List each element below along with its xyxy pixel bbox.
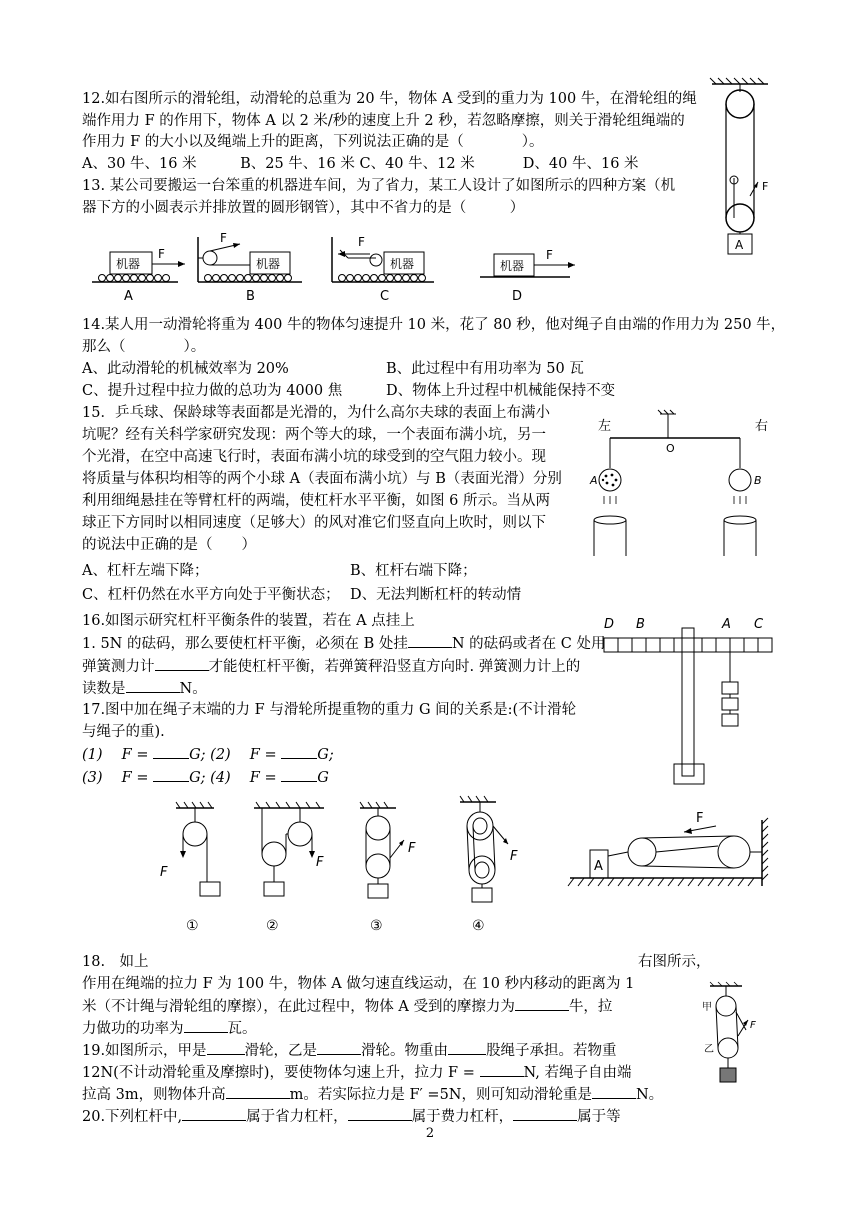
q16-blank-c[interactable]: [155, 655, 209, 671]
q16-blank-b[interactable]: [408, 632, 452, 648]
q19-line2: [82, 1061, 631, 1084]
q19-line2-a: 12N(不计动滑轮重及摩擦时)，要使物体匀速上升，拉力 F =: [82, 1065, 480, 1081]
q16-line3-a: 弹簧测力计: [82, 659, 155, 675]
q19-line1-c: 滑轮。物重由: [361, 1043, 449, 1059]
q13-figure: [90, 232, 590, 307]
q13-machine-c: 机器: [390, 257, 415, 271]
q16-line4-a: 读数是: [82, 681, 126, 697]
q20-blank-equal[interactable]: [513, 1105, 577, 1121]
q16-line3-b: 才能使杠杆平衡，若弹簧秤沿竖直方向时. 弹簧测力计上的: [208, 659, 581, 675]
q17-r2c: G: [317, 770, 329, 786]
q15-line5: 利用细绳悬挂在等臂杠杆的两端，使杠杆水平平衡，如图 6 所示。当从两: [82, 493, 550, 509]
q14-option-d: D、物体上升过程中机械能保持不变: [386, 383, 616, 399]
q17-num-4: ④: [472, 918, 485, 934]
q12-fig-F-label: F: [762, 180, 769, 193]
q13-machine-d: 机器: [500, 259, 525, 273]
q13-option-b-figure: [198, 231, 302, 304]
q17-num-3: ③: [370, 918, 383, 934]
q13-machine-b: 机器: [256, 257, 281, 271]
q16-fig-D: D: [604, 617, 615, 632]
page-number: 2: [425, 1126, 435, 1141]
q17-blank-1[interactable]: [153, 743, 189, 759]
q13-label-d: D: [512, 289, 523, 304]
q18-line4-a: 力做功的功率为: [82, 1021, 184, 1037]
q18-fig-A: A: [594, 859, 603, 874]
q15-option-b: B、杠杆右端下降；: [350, 563, 477, 579]
q15-line2: 坑呢？经有关科学家研究发现：两个等大的球，一个表面布满小坑，另一: [82, 427, 546, 443]
q17-fig2-F: F: [316, 855, 324, 870]
q18-pulley-figure: [566, 796, 776, 896]
q14-line2: 那么（ ）。: [82, 339, 206, 355]
q20-line1: [82, 1105, 621, 1128]
q13-machine-a: 机器: [116, 257, 141, 271]
q13-option-c-figure: [332, 235, 434, 304]
q20-line1-c: 属于费力杠杆，: [411, 1109, 514, 1125]
q15-line4: 将质量与体积均相等的两个小球 A（表面布满小坑）与 B（表面光滑）分别: [82, 471, 562, 487]
q17-blank-3[interactable]: [153, 766, 189, 782]
q19-line3-a: 拉高 3m，则物体升高: [82, 1087, 226, 1103]
q15-option-d: D、无法判断杠杆的转动情: [350, 587, 522, 603]
q18-blank-friction[interactable]: [515, 995, 569, 1011]
q14-option-a: A、此动滑轮的机械效率为 20%: [82, 361, 289, 377]
q19-line3: [82, 1083, 663, 1106]
q16-line4-b: N。: [179, 681, 207, 697]
q18-line4-b: 瓦。: [227, 1021, 257, 1037]
q16-fig-C: C: [754, 617, 764, 632]
q18-line1-a: 18. 如上: [82, 954, 149, 970]
q19-blank-jia[interactable]: [207, 1039, 245, 1055]
q17-num-2: ②: [266, 918, 279, 934]
q16-lever-figure: [598, 612, 778, 792]
q17-row2: [82, 766, 329, 789]
q16-line2-a: 1. 5N 的砝码，那么要使杠杆平衡，必须在 B 处挂: [82, 636, 408, 652]
q19-blank-yi[interactable]: [317, 1039, 361, 1055]
q19-line3-c: N。: [635, 1087, 664, 1103]
q19-pulley-figure: [690, 982, 780, 1092]
q17-r1b: G; (2) F =: [189, 747, 282, 763]
q13-F-d: F: [546, 248, 553, 262]
q17-line1: 17.图中加在绳子末端的力 F 与滑轮所提重物的重力 G 间的关系是:(不计滑轮: [82, 702, 577, 718]
q16-line2: [82, 632, 605, 655]
q17-r1c: G;: [317, 747, 334, 763]
q15-lever-figure: [590, 408, 790, 558]
q20-line1-a: 20.下列杠杆中,: [82, 1109, 183, 1125]
q13-F-b: F: [220, 231, 227, 245]
q18-line4: [82, 1017, 257, 1040]
q15-fig-left: 左: [598, 419, 612, 434]
q17-blank-4[interactable]: [281, 766, 317, 782]
q16-line1: 16.如图示研究杠杆平衡条件的装置，若在 A 点挂上: [82, 613, 415, 629]
q19-line3-b: m。若实际拉力是 F′ =5N，则可知动滑轮重是: [289, 1087, 592, 1103]
q18-blank-power[interactable]: [184, 1017, 228, 1033]
q19-blank-height[interactable]: [226, 1083, 290, 1099]
q19-line1: [82, 1039, 617, 1062]
q18-line2: 作用在绳端的拉力 F 为 100 牛，物体 A 做匀速直线运动，在 10 秒内移动的距离为 1: [82, 976, 635, 992]
q16-blank-reading[interactable]: [126, 677, 180, 693]
q12-options: A、30 牛、16 米 B、25 牛、16 米 C、40 牛、12 米 D、40 牛、16 米: [82, 156, 639, 172]
q16-fig-B: B: [636, 617, 645, 632]
q18-line3-b: 牛，拉: [568, 999, 613, 1015]
q12-line3: 作用力 F 的大小以及绳端上升的距离，下列说法正确的是（ ）。: [82, 134, 544, 150]
q13-line2: 器下方的小圆表示并排放置的圆形钢管），其中不省力的是（ ）: [82, 200, 525, 216]
q19-fig-F: F: [750, 1020, 756, 1031]
q17-row1: [82, 743, 334, 766]
q17-line2: 与绳子的重).: [82, 724, 165, 740]
q20-blank-costly[interactable]: [348, 1105, 412, 1121]
q20-line1-b: 属于省力杠杆，: [246, 1109, 348, 1125]
q17-num-1: ①: [186, 918, 199, 934]
q15-option-c: C、杠杆仍然在水平方向处于平衡状态；: [82, 587, 340, 603]
q17-fig4-F: F: [510, 849, 518, 864]
q13-option-a-figure: [92, 247, 185, 304]
q19-fig-yi: 乙: [704, 1044, 714, 1055]
q15-line3: 个光滑，在空中高速飞行时，表面布满小坑的球受到的空气阻力较小。现: [82, 449, 546, 465]
q12-fig-A-label: A: [735, 238, 744, 252]
q15-fig-A: A: [590, 474, 598, 487]
q18-line3-a: 米（不计绳与滑轮组的摩擦），在此过程中，物体 A 受到的摩擦力为: [82, 999, 515, 1015]
q13-label-c: C: [380, 289, 390, 304]
q15-option-a: A、杠杆左端下降；: [82, 563, 209, 579]
q12-line1: 12.如右图所示的滑轮组，动滑轮的总重为 20 牛，物体 A 受到的重力为 100 牛，在滑轮组的绳: [82, 91, 697, 107]
q17-r2a: (3) F =: [82, 770, 154, 786]
q17-fig3-F: F: [408, 841, 416, 856]
q19-line1-b: 滑轮，乙是: [244, 1043, 318, 1059]
q19-blank-pulley-weight[interactable]: [592, 1083, 636, 1099]
q20-blank-saving[interactable]: [182, 1105, 246, 1121]
q15-line1: 15．乒乓球、保龄球等表面都是光滑的，为什么高尔夫球的表面上布满小: [82, 405, 550, 421]
q15-line6: 球正下方同时以相同速度（足够大）的风对准它们竖直向上吹时，则以下: [82, 515, 546, 531]
q12-pulley-figure: [700, 78, 780, 258]
q18-line1-b: 右图所示，: [638, 954, 711, 970]
q19-blank-force[interactable]: [480, 1061, 524, 1077]
q13-line1: 13. 某公司要搬运一台笨重的机器进车间，为了省力，某工人设计了如图所示的四种方案（机: [82, 178, 676, 194]
q17-r1a: (1) F =: [82, 747, 154, 763]
q17-blank-2[interactable]: [281, 743, 317, 759]
q18-line3: [82, 995, 612, 1018]
q19-line1-a: 19.如图所示，甲是: [82, 1043, 207, 1059]
q14-option-c: C、提升过程中拉力做的总功为 4000 焦: [82, 383, 343, 399]
q19-line2-b: N, 若绳子自由端: [523, 1065, 632, 1081]
q14-option-b: B、此过程中有用功率为 50 瓦: [386, 361, 584, 377]
q19-fig-jia: 甲: [702, 1002, 712, 1013]
q17-pulley-figures: [150, 796, 550, 936]
q19-blank-strands[interactable]: [448, 1039, 486, 1055]
q17-fig1-F: F: [160, 865, 168, 880]
q13-F-c: F: [358, 235, 365, 249]
q15-fig-B: B: [754, 474, 762, 487]
q16-line4: [82, 677, 207, 700]
q12-line2: 端作用力 F 的作用下，物体 A 以 2 米/秒的速度上升 2 秒，若忽略摩擦，则关于滑轮组绳端的: [82, 113, 685, 129]
q13-label-a: A: [124, 289, 133, 304]
q13-option-d-figure: [480, 248, 575, 304]
q16-fig-A: A: [722, 617, 731, 632]
q17-r2b: G; (4) F =: [189, 770, 282, 786]
q16-line2-b: N 的砝码或者在 C 处用: [451, 636, 606, 652]
q19-line1-d: 股绳子承担。若物重: [486, 1043, 617, 1059]
q15-line7: 的说法中正确的是（ ）: [82, 537, 256, 553]
q18-fig-F: F: [696, 811, 704, 826]
q16-line3: [82, 655, 580, 678]
q15-fig-O: O: [666, 442, 675, 455]
q14-line1: 14.某人用一动滑轮将重为 400 牛的物体匀速提升 10 米，花了 80 秒，他对绳子自由端的作用力为 250 牛，: [82, 317, 786, 333]
q20-line1-d: 属于等: [577, 1109, 621, 1125]
q13-F-a: F: [158, 247, 165, 261]
q13-label-b: B: [246, 289, 255, 304]
q15-fig-right: 右: [755, 419, 769, 434]
